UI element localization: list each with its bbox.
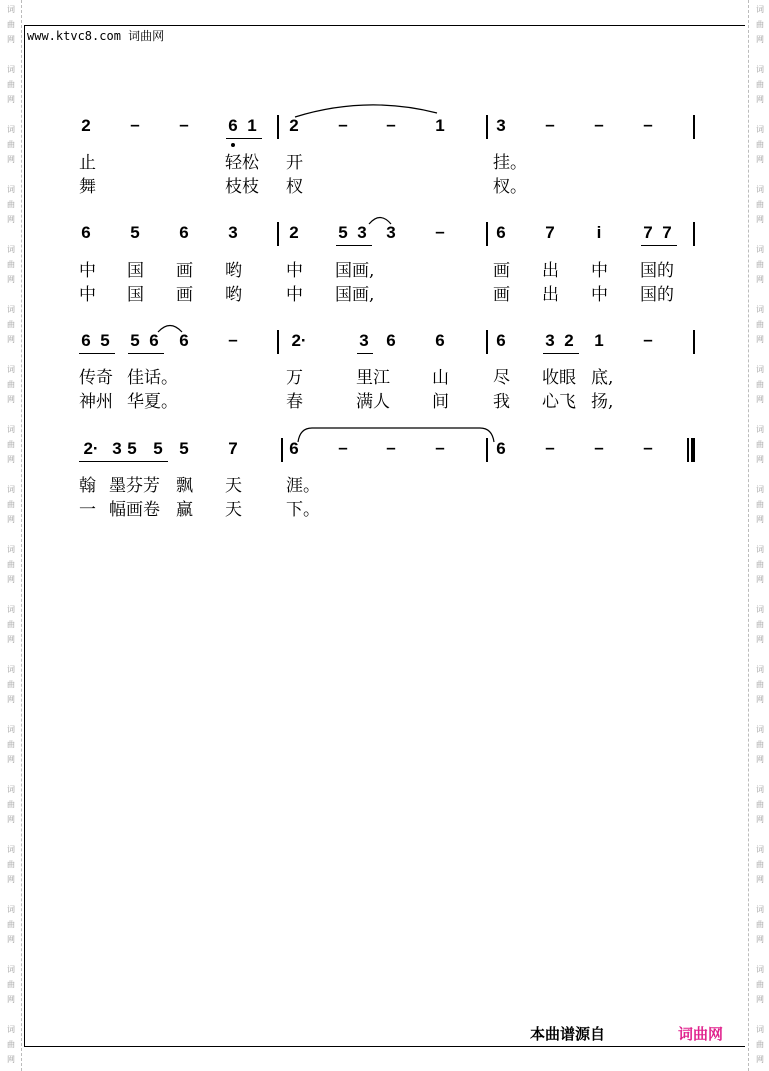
note: 7 — [643, 223, 653, 242]
note: 5 — [130, 331, 140, 350]
watermark-char: 词 — [756, 5, 764, 14]
watermark-char: 曲 — [7, 380, 15, 389]
barline — [277, 115, 279, 139]
note-dash: – — [338, 438, 348, 457]
watermark-char: 曲 — [756, 620, 764, 629]
note-dash: – — [545, 438, 555, 457]
lyric: 中 — [79, 261, 96, 281]
lyric: 国画, — [335, 261, 375, 281]
watermark-char: 网 — [7, 515, 15, 524]
watermark-char: 网 — [7, 275, 15, 284]
watermark-char: 曲 — [756, 20, 764, 29]
watermark-char: 词 — [7, 125, 15, 134]
lyric: 国的 — [640, 261, 674, 281]
lyric: 天 — [225, 500, 242, 520]
lyric: 国 — [127, 261, 144, 281]
watermark-char: 曲 — [756, 560, 764, 569]
watermark-char: 词 — [756, 1025, 764, 1034]
watermark-char: 曲 — [7, 1040, 15, 1049]
watermark-char: 网 — [7, 695, 15, 704]
barline — [486, 115, 488, 139]
note-dash: – — [228, 330, 238, 349]
note-dash: – — [435, 222, 445, 241]
watermark-char: 曲 — [756, 800, 764, 809]
watermark-char: 曲 — [756, 920, 764, 929]
watermark-char: 网 — [756, 755, 764, 764]
note: 6 — [149, 331, 159, 350]
watermark-char: 曲 — [7, 740, 15, 749]
lyric: 底, — [591, 368, 614, 388]
watermark-char: 词 — [756, 845, 764, 854]
watermark-char: 词 — [7, 725, 15, 734]
note: 5 — [100, 331, 110, 350]
watermark-char: 曲 — [756, 260, 764, 269]
lyric: 尽 — [493, 368, 510, 388]
barline — [486, 330, 488, 354]
watermark-char: 网 — [7, 155, 15, 164]
score-line-1 — [0, 113, 769, 143]
watermark-char: 网 — [756, 155, 764, 164]
eighth-underline — [226, 138, 262, 139]
watermark-char: 曲 — [756, 680, 764, 689]
note: 5 — [338, 223, 348, 242]
note: 5 — [153, 439, 163, 458]
watermark-char: 网 — [756, 95, 764, 104]
note-dash: – — [179, 115, 189, 134]
note: 3 — [386, 223, 396, 242]
barline — [693, 330, 695, 354]
note: 3 — [545, 331, 555, 350]
watermark-char: 曲 — [7, 920, 15, 929]
eighth-underline — [79, 461, 125, 462]
lyric: 佳话。 — [127, 368, 178, 388]
site-url: www.ktvc8.com — [27, 29, 121, 43]
watermark-char: 网 — [756, 515, 764, 524]
lyric: 枝枝 — [225, 177, 259, 197]
source-label: 本曲谱源自 — [530, 1025, 606, 1043]
lyric: 哟 — [225, 261, 242, 281]
note: 6 — [81, 331, 91, 350]
note-dash: – — [643, 115, 653, 134]
lyric: 墨芬芳 — [109, 476, 160, 496]
note: 5 — [179, 439, 189, 458]
lyric: 杈。 — [493, 177, 527, 197]
watermark-char: 曲 — [756, 440, 764, 449]
lyric: 画 — [176, 285, 193, 305]
watermark-char: 词 — [756, 905, 764, 914]
watermark-char: 网 — [7, 755, 15, 764]
watermark-char: 网 — [7, 455, 15, 464]
watermark-char: 词 — [7, 1025, 15, 1034]
source-site-link[interactable]: 词曲网 — [678, 1025, 724, 1043]
watermark-char: 词 — [756, 305, 764, 314]
watermark-char: 网 — [756, 695, 764, 704]
watermark-char: 网 — [756, 635, 764, 644]
note-dash: – — [130, 115, 140, 134]
watermark-char: 曲 — [7, 500, 15, 509]
watermark-char: 网 — [7, 995, 15, 1004]
barline — [486, 222, 488, 246]
lyric: 中 — [591, 261, 608, 281]
note: 2 — [289, 223, 299, 242]
watermark-char: 词 — [756, 425, 764, 434]
lyric: 春 — [286, 392, 303, 412]
lyric: 出 — [542, 285, 559, 305]
watermark-char: 曲 — [756, 1040, 764, 1049]
watermark-char: 曲 — [7, 560, 15, 569]
watermark-char: 曲 — [756, 500, 764, 509]
watermark-char: 词 — [7, 65, 15, 74]
lyric: 止 — [79, 153, 96, 173]
watermark-char: 词 — [756, 785, 764, 794]
watermark-char: 词 — [756, 545, 764, 554]
eighth-underline — [543, 353, 579, 354]
watermark-char: 网 — [7, 575, 15, 584]
lyric: 万 — [286, 368, 303, 388]
watermark-char: 曲 — [7, 200, 15, 209]
watermark-char: 网 — [7, 935, 15, 944]
lyric: 幅画卷 — [109, 500, 160, 520]
watermark-char: 曲 — [7, 80, 15, 89]
watermark-char: 词 — [756, 245, 764, 254]
watermark-char: 曲 — [756, 860, 764, 869]
watermark-char: 网 — [756, 575, 764, 584]
tie-slur — [367, 214, 393, 226]
lyric: 天 — [225, 476, 242, 496]
note-dash: – — [386, 438, 396, 457]
watermark-char: 词 — [7, 305, 15, 314]
watermark-char: 曲 — [756, 320, 764, 329]
watermark-char: 词 — [756, 665, 764, 674]
note: 7 — [228, 439, 238, 458]
lyric: 间 — [432, 392, 449, 412]
watermark-char: 网 — [756, 815, 764, 824]
watermark-char: 词 — [7, 425, 15, 434]
lyric: 下。 — [286, 500, 320, 520]
watermark-char: 网 — [7, 35, 15, 44]
barline — [277, 222, 279, 246]
tie-slur — [296, 426, 496, 444]
barline — [281, 438, 283, 462]
watermark-char: 网 — [756, 35, 764, 44]
score-line-4 — [0, 436, 769, 466]
lyric: 赢 — [176, 500, 193, 520]
watermark-char: 词 — [7, 365, 15, 374]
note: 3 — [357, 223, 367, 242]
watermark-char: 网 — [7, 635, 15, 644]
watermark-char: 曲 — [7, 680, 15, 689]
note: 2· — [291, 331, 307, 350]
barline — [693, 115, 695, 139]
watermark-char: 曲 — [756, 140, 764, 149]
lyric: 挂。 — [493, 153, 527, 173]
watermark-char: 网 — [756, 395, 764, 404]
note-dash: – — [545, 115, 555, 134]
note: 6 — [496, 223, 506, 242]
note: 5 — [130, 223, 140, 242]
note-dash: – — [594, 438, 604, 457]
lyric: 舞 — [79, 177, 96, 197]
note: 1 — [435, 116, 445, 135]
eighth-underline — [336, 245, 372, 246]
lyric: 哟 — [225, 285, 242, 305]
lyric: 轻松 — [225, 153, 259, 173]
note: 2 — [81, 116, 91, 135]
left-dashed-rule — [21, 0, 22, 1071]
watermark-char: 词 — [756, 125, 764, 134]
watermark-char: 词 — [756, 965, 764, 974]
lyric: 国 — [127, 285, 144, 305]
watermark-char: 网 — [7, 815, 15, 824]
watermark-char: 网 — [7, 95, 15, 104]
note-dash: – — [594, 115, 604, 134]
lyric: 中 — [79, 285, 96, 305]
watermark-char: 网 — [756, 215, 764, 224]
watermark-char: 网 — [756, 1055, 764, 1064]
note-dash: – — [338, 115, 348, 134]
watermark-char: 词 — [7, 5, 15, 14]
watermark-char: 网 — [7, 395, 15, 404]
lyric: 一 — [79, 500, 96, 520]
lyric: 中 — [286, 285, 303, 305]
tie-slur — [293, 103, 439, 119]
note: 6 — [179, 223, 189, 242]
eighth-underline — [128, 353, 164, 354]
note: 7 — [545, 223, 555, 242]
lyric: 心飞 — [542, 392, 576, 412]
watermark-char: 曲 — [756, 200, 764, 209]
watermark-char: 词 — [7, 545, 15, 554]
lyric: 画 — [176, 261, 193, 281]
watermark-char: 词 — [7, 845, 15, 854]
lyric: 国的 — [640, 285, 674, 305]
site-name: 词曲网 — [128, 29, 165, 43]
watermark-char: 曲 — [7, 800, 15, 809]
watermark-char: 曲 — [7, 980, 15, 989]
lyric: 杈 — [286, 177, 303, 197]
lyric: 出 — [542, 261, 559, 281]
eighth-underline — [641, 245, 677, 246]
watermark-char: 曲 — [7, 440, 15, 449]
tie-slur — [156, 322, 184, 334]
watermark-char: 词 — [756, 485, 764, 494]
lyric: 涯。 — [286, 476, 320, 496]
watermark-char: 网 — [756, 335, 764, 344]
watermark-char: 网 — [756, 455, 764, 464]
watermark-char: 网 — [756, 935, 764, 944]
watermark-char: 曲 — [756, 740, 764, 749]
lyric: 我 — [493, 392, 510, 412]
right-watermark-strip — [751, 0, 769, 1071]
final-barline-thick — [691, 438, 695, 462]
note: i — [596, 223, 602, 242]
barline — [277, 330, 279, 354]
watermark-char: 曲 — [7, 860, 15, 869]
note-dash: – — [386, 115, 396, 134]
watermark-char: 网 — [756, 275, 764, 284]
lyric: 画 — [493, 285, 510, 305]
lyric: 传奇 — [79, 368, 113, 388]
score-line-2 — [0, 220, 769, 250]
watermark-char: 词 — [756, 185, 764, 194]
watermark-char: 网 — [7, 215, 15, 224]
note: 6 — [228, 116, 238, 135]
watermark-char: 曲 — [7, 140, 15, 149]
note: 3 — [228, 223, 238, 242]
watermark-char: 曲 — [7, 20, 15, 29]
note-dash: – — [643, 330, 653, 349]
watermark-char: 曲 — [756, 980, 764, 989]
watermark-char: 词 — [756, 65, 764, 74]
watermark-char: 网 — [756, 995, 764, 1004]
lyric: 里江 — [356, 368, 390, 388]
note-dash: – — [435, 438, 445, 457]
watermark-char: 曲 — [7, 620, 15, 629]
note: 3 — [359, 331, 369, 350]
header — [27, 27, 164, 44]
lyric: 中 — [591, 285, 608, 305]
lyric: 华夏。 — [127, 392, 178, 412]
watermark-char: 词 — [7, 485, 15, 494]
lyric: 满人 — [356, 392, 390, 412]
watermark-char: 词 — [756, 725, 764, 734]
watermark-char: 词 — [7, 905, 15, 914]
lyric: 翰 — [79, 476, 96, 496]
note: 5 — [127, 439, 137, 458]
lyric: 飘 — [176, 476, 193, 496]
note: 6 — [81, 223, 91, 242]
watermark-char: 词 — [7, 965, 15, 974]
note: 2· — [83, 439, 99, 458]
watermark-char: 曲 — [7, 320, 15, 329]
lyric: 画 — [493, 261, 510, 281]
note: 6 — [179, 331, 189, 350]
lyric: 国画, — [335, 285, 375, 305]
lyric: 开 — [286, 153, 303, 173]
watermark-char: 词 — [756, 605, 764, 614]
note: 7 — [662, 223, 672, 242]
note: 6 — [386, 331, 396, 350]
note: 3 — [112, 439, 122, 458]
watermark-char: 曲 — [7, 260, 15, 269]
note: 1 — [247, 116, 257, 135]
watermark-char: 网 — [7, 335, 15, 344]
left-watermark-strip — [2, 0, 20, 1071]
note: 2 — [564, 331, 574, 350]
watermark-char: 词 — [7, 785, 15, 794]
watermark-char: 网 — [7, 1055, 15, 1064]
note-dash: – — [643, 438, 653, 457]
lyric: 扬, — [591, 392, 614, 412]
low-octave-dot — [231, 143, 235, 147]
watermark-char: 词 — [7, 605, 15, 614]
note: 3 — [496, 116, 506, 135]
watermark-char: 词 — [7, 665, 15, 674]
eighth-underline — [357, 353, 373, 354]
eighth-underline — [79, 353, 115, 354]
eighth-underline — [124, 461, 168, 462]
lyric: 收眼 — [542, 368, 576, 388]
note: 1 — [594, 331, 604, 350]
final-barline-thin — [687, 438, 689, 462]
watermark-char: 词 — [7, 185, 15, 194]
watermark-char: 曲 — [756, 380, 764, 389]
score-frame — [24, 25, 745, 1047]
lyric: 山 — [432, 368, 449, 388]
note: 6 — [435, 331, 445, 350]
watermark-char: 词 — [7, 245, 15, 254]
note: 2 — [289, 116, 299, 135]
note: 6 — [496, 331, 506, 350]
note: 6 — [289, 439, 299, 458]
lyric: 神州 — [79, 392, 113, 412]
watermark-char: 词 — [756, 365, 764, 374]
barline — [693, 222, 695, 246]
watermark-char: 网 — [756, 875, 764, 884]
watermark-char: 曲 — [756, 80, 764, 89]
note: 6 — [496, 439, 506, 458]
score-line-3 — [0, 328, 769, 358]
right-dashed-rule — [748, 0, 749, 1071]
watermark-char: 网 — [7, 875, 15, 884]
lyric: 中 — [286, 261, 303, 281]
